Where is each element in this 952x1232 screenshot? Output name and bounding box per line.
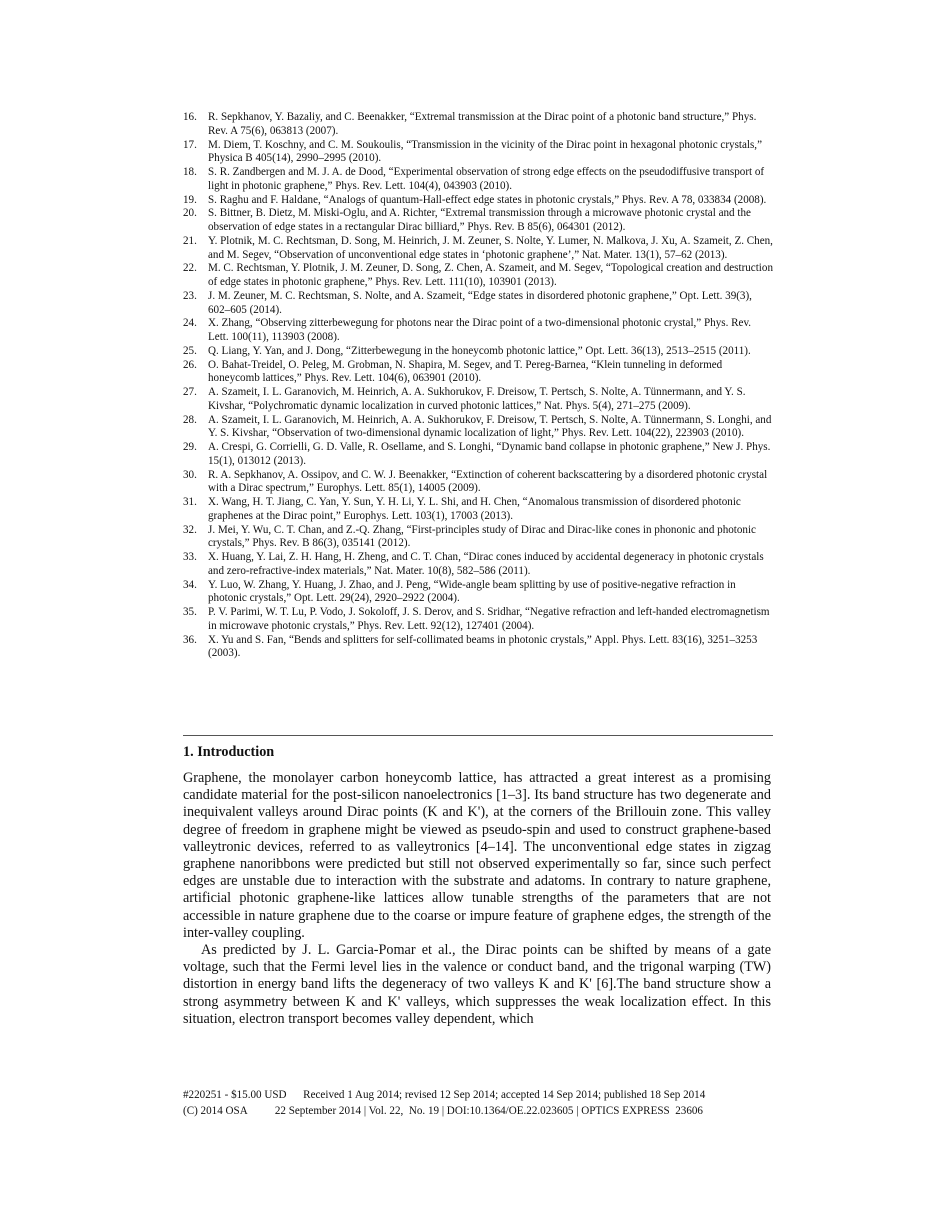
reference-item bbox=[183, 579, 773, 607]
reference-item bbox=[183, 441, 773, 469]
reference-text: M. Diem, T. Koschny, and C. M. Soukoulis, “Transmission in the vicinity of the Dirac point in hexagonal photonic crystals,” Physica B 405(14), 2990–2995 (2010). bbox=[208, 138, 763, 165]
reference-number: 16. bbox=[183, 111, 197, 123]
reference-number: 32. bbox=[183, 523, 197, 536]
reference-item bbox=[183, 207, 773, 235]
section-heading: 1. Introduction bbox=[183, 744, 275, 760]
reference-text: Y. Plotnik, M. C. Rechtsman, D. Song, M. Heinrich, J. M. Zeuner, S. Nolte, Y. Lumer, N. Malkova, J. Xu, A. Szameit, Z. Chen, and M. Segev, “Observation of unconventional edge states in ‘photonic graphene’,” Nat. Mater. 13(1), 57–62 (2013). bbox=[208, 234, 773, 261]
reference-text: R. A. Sepkhanov, A. Ossipov, and C. W. J. Beenakker, “Extinction of coherent backscattering by a disordered photonic crystal with a Dirac spectrum,” Europhys. Lett. 85(1), 14005 (2009). bbox=[208, 468, 768, 495]
reference-number: 21. bbox=[183, 234, 197, 247]
reference-item bbox=[183, 551, 773, 579]
reference-item bbox=[183, 386, 773, 414]
reference-number: 33. bbox=[183, 551, 197, 563]
reference-item bbox=[183, 606, 773, 634]
reference-text: X. Yu and S. Fan, “Bends and splitters for self-collimated beams in photonic crystals,” Appl. Phys. Lett. 83(16), 3251–3253 (2003). bbox=[208, 633, 758, 660]
reference-number: 23. bbox=[183, 289, 197, 302]
reference-item bbox=[183, 345, 773, 359]
reference-number: 18. bbox=[183, 166, 197, 178]
reference-text: X. Wang, H. T. Jiang, C. Yan, Y. Sun, Y. H. Li, Y. L. Shi, and H. Chen, “Anomalous transmission of disordered photonic graphenes at the Dirac point,” Europhys. Lett. 103(1), 17003 (2013). bbox=[208, 496, 741, 522]
reference-item bbox=[183, 262, 773, 290]
reference-item bbox=[183, 290, 773, 318]
reference-text: P. V. Parimi, W. T. Lu, P. Vodo, J. Sokoloff, J. S. Derov, and S. Sridhar, “Negative refraction and left-handed electromagnetism in microwave photonic crystals,” Phys. Rev. Lett. 92(12), 127401 (2004). bbox=[208, 606, 770, 632]
reference-text: A. Szameit, I. L. Garanovich, M. Heinrich, A. A. Sukhorukov, F. Dreisow, T. Pertsch, S. Nolte, A. Tünnermann, S. Longhi, and Y. S. Kivshar, “Observation of two-dimensional dynamic localization of light,” Phys. Rev. Lett. 104(22), 223903 (2010). bbox=[208, 413, 772, 440]
reference-number: 28. bbox=[183, 413, 197, 426]
reference-list bbox=[183, 111, 773, 661]
reference-text: S. Raghu and F. Haldane, “Analogs of quantum-Hall-effect edge states in photonic crystals,” Phys. Rev. A 78, 033834 (2008). bbox=[208, 193, 767, 206]
reference-number: 35. bbox=[183, 606, 197, 618]
reference-text: S. R. Zandbergen and M. J. A. de Dood, “Experimental observation of strong edge effects on the pseudodiffusive transport of light in photonic graphene,” Phys. Rev. Lett. 104(4), 043903 (2010). bbox=[208, 166, 765, 192]
reference-item bbox=[183, 194, 773, 208]
reference-number: 31. bbox=[183, 496, 197, 508]
reference-item bbox=[183, 496, 773, 524]
section-divider bbox=[183, 735, 773, 736]
reference-item bbox=[183, 414, 773, 442]
reference-text: R. Sepkhanov, Y. Bazaliy, and C. Beenakker, “Extremal transmission at the Dirac point of a photonic band structure,” Phys. Rev. A 75(6), 063813 (2007). bbox=[208, 111, 757, 137]
reference-number: 36. bbox=[183, 633, 197, 646]
reference-text: J. M. Zeuner, M. C. Rechtsman, S. Nolte, and A. Szameit, “Edge states in disordered photonic graphene,” Opt. Lett. 39(3), 602–605 (2014). bbox=[208, 289, 752, 316]
reference-item bbox=[183, 359, 773, 387]
reference-number: 26. bbox=[183, 358, 197, 371]
footer-publication-line: #220251 - $15.00 USD Received 1 Aug 2014; revised 12 Sep 2014; accepted 14 Sep 2014; published 18 Sep 2014 bbox=[183, 1089, 706, 1101]
reference-number: 20. bbox=[183, 207, 197, 220]
paragraph: As predicted by J. L. Garcia-Pomar et al., the Dirac points can be shifted by means of a gate voltage, such that the Fermi level lies in the valence or conduct band, and the trigonal warping (TW) distortion in energy band lifts the degeneracy of two valleys K and K' [6].The band structure show a strong asymmetry between K and K' valleys, which suppresses the weak localization effect. In this situation, electron transport becomes valley dependent, which bbox=[183, 942, 771, 1027]
reference-text: A. Crespi, G. Corrielli, G. D. Valle, R. Osellame, and S. Longhi, “Dynamic band collapse in photonic graphene,” New J. Phys. 15(1), 013012 (2013). bbox=[208, 441, 771, 467]
reference-number: 19. bbox=[183, 193, 197, 206]
reference-number: 30. bbox=[183, 468, 197, 481]
reference-number: 25. bbox=[183, 344, 197, 357]
reference-text: M. C. Rechtsman, Y. Plotnik, J. M. Zeuner, D. Song, Z. Chen, A. Szameit, and M. Segev, “Topological creation and destruction of edge states in photonic graphene,” Phys. Rev. Lett. 111(10), 103901 (2013). bbox=[208, 262, 773, 288]
reference-text: O. Bahat-Treidel, O. Peleg, M. Grobman, N. Shapira, M. Segev, and T. Pereg-Barnea, “Klein tunneling in deformed honeycomb lattices,” Phys. Rev. Lett. 104(6), 063901 (2010). bbox=[208, 358, 723, 385]
reference-text: Q. Liang, Y. Yan, and J. Dong, “Zitterbewegung in the honeycomb photonic lattice,” Opt. Lett. 36(13), 2513–2515 (2011). bbox=[208, 344, 751, 357]
reference-text: X. Huang, Y. Lai, Z. H. Hang, H. Zheng, and C. T. Chan, “Dirac cones induced by accidental degeneracy in photonic crystals and zero-refractive-index materials,” Nat. Mater. 10(8), 582–586 (2011). bbox=[208, 551, 764, 577]
reference-number: 17. bbox=[183, 138, 197, 151]
reference-number: 24. bbox=[183, 317, 197, 330]
reference-text: S. Bittner, B. Dietz, M. Miski-Oglu, and A. Richter, “Extremal transmission through a microwave photonic crystal and the observation of edge states in a rectangular Dirac billiard,” Phys. Rev. B 85(6), 064301 (2012). bbox=[208, 207, 751, 233]
reference-item bbox=[183, 235, 773, 263]
reference-item bbox=[183, 469, 773, 497]
reference-item bbox=[183, 139, 773, 167]
reference-number: 22. bbox=[183, 262, 197, 275]
reference-text: A. Szameit, I. L. Garanovich, M. Heinrich, A. A. Sukhorukov, F. Dreisow, T. Pertsch, S. Nolte, A. Tünnermann, and Y. S. Kivshar, “Polychromatic dynamic localization in curved photonic lattices,” Nat. Phys. 5(4), 271–275 (2009). bbox=[208, 386, 746, 412]
reference-item bbox=[183, 634, 773, 662]
reference-text: J. Mei, Y. Wu, C. T. Chan, and Z.-Q. Zhang, “First-principles study of Dirac and Dirac-like cones in phononic and photonic crystals,” Phys. Rev. B 86(3), 035141 (2012). bbox=[208, 523, 756, 550]
reference-item bbox=[183, 524, 773, 552]
page-footer bbox=[183, 1087, 773, 1119]
reference-item bbox=[183, 317, 773, 345]
reference-number: 34. bbox=[183, 578, 197, 591]
reference-item bbox=[183, 111, 773, 139]
reference-text: X. Zhang, “Observing zitterbewegung for photons near the Dirac point of a two-dimensional photonic crystal,” Phys. Rev. Lett. 100(11), 113903 (2008). bbox=[208, 317, 752, 343]
reference-text: Y. Luo, W. Zhang, Y. Huang, J. Zhao, and J. Peng, “Wide-angle beam splitting by use of positive-negative refraction in photonic crystals,” Opt. Lett. 29(24), 2920–2922 (2004). bbox=[208, 578, 736, 605]
paragraph: Graphene, the monolayer carbon honeycomb lattice, has attracted a great interest as a promising candidate material for the post-silicon nanoelectronics [1–3]. Its band structure has two degenerate and inequivalent valleys around Dirac points (K and K'), at the corners of the Brillouin zone. This valley degree of freedom in graphene might be viewed as pseudo-spin and used to construct graphene-based valleytronic devices, referred to as valleytronics [4–14]. The unconventional edge states in zigzag graphene nanoribbons were predicted but still not observed experimentally so far, since such perfect edges are unstable due to interaction with the substrate and adatoms. In contrary to nature graphene, artificial photonic graphene-like lattices allow tunable strengths of the parameters that are not accessible in nature graphene due to the coarse or impure feature of graphene edges, the strength of the inter-valley coupling. bbox=[183, 770, 771, 941]
footer-citation-line: (C) 2014 OSA 22 September 2014 | Vol. 22, No. 19 | DOI:10.1364/OE.22.023605 | OPTICS EXPRESS 23606 bbox=[183, 1105, 703, 1117]
reference-item bbox=[183, 166, 773, 194]
reference-number: 27. bbox=[183, 386, 197, 398]
body-text bbox=[183, 770, 771, 1028]
reference-number: 29. bbox=[183, 441, 197, 453]
